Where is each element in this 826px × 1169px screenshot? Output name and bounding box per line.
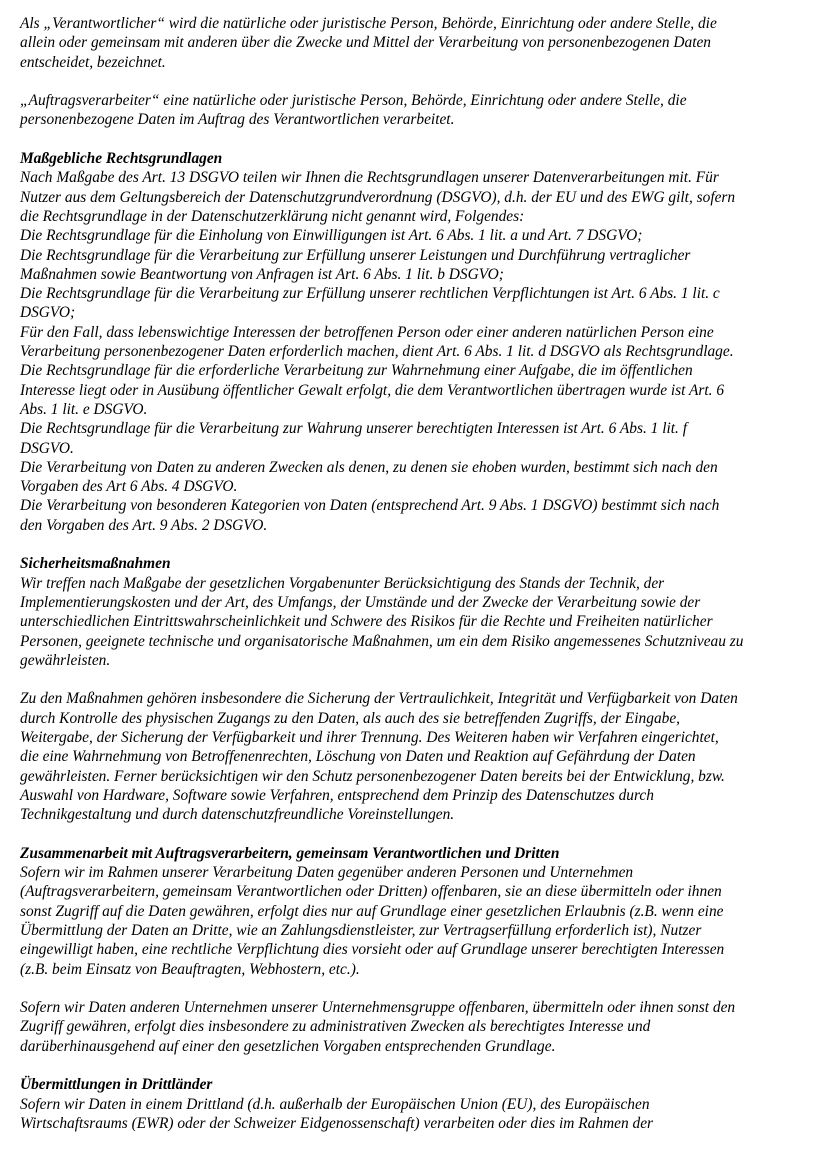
paragraph [20,1095,806,1134]
text-line: Sofern wir Daten anderen Unternehmen unserer Unternehmensgruppe offenbaren, übermitteln oder ihnen sonst den [20,999,736,1017]
text-line: Wir treffen nach Maßgabe der gesetzlichen Vorgabenunter Berücksichtigung des Stands der Technik, der [20,574,665,592]
text-line: Nach Maßgabe des Art. 13 DSGVO teilen wir Ihnen die Rechtsgrundlagen unserer Datenverarbeitungen mit. Für [20,169,719,187]
text-line: Nutzer aus dem Geltungsbereich der Datenschutzgrundverordnung (DSGVO), d.h. der EU und des EWG gilt, sofern [20,188,736,206]
text-line: darüberhinausgehend auf einer den gesetzlichen Vorgaben entsprechenden Grundlage. [20,1037,556,1055]
text-line: Die Rechtsgrundlage für die Einholung von Einwilligungen ist Art. 6 Abs. 1 lit. a und Art. 7 DSGVO; [20,227,643,245]
text-line: die Rechtsgrundlage in der Datenschutzerklärung nicht genannt wird, Folgendes: [20,207,525,225]
text-line: personenbezogene Daten im Auftrag des Verantwortlichen verarbeitet. [20,111,455,129]
text-line: (z.B. beim Einsatz von Beauftragten, Webhostern, etc.). [20,960,360,978]
text-line: Sofern wir im Rahmen unserer Verarbeitung Daten gegenüber anderen Personen und Unternehmen [20,864,634,882]
text-line: Personen, geeignete technische und organisatorische Maßnahmen, um ein dem Risiko angemessenes Schutzniveau zu [20,632,744,650]
paragraph [20,863,806,979]
text-line: Die Rechtsgrundlage für die Verarbeitung zur Wahrung unserer berechtigten Interessen ist Art. 6 Abs. 1 lit. f [20,420,688,438]
text-line: Die Rechtsgrundlage für die Verarbeitung zur Erfüllung unserer rechtlichen Verpflichtungen ist Art. 6 Abs. 1 lit. c [20,285,720,303]
text-line: (Auftragsverarbeitern, gemeinsam Verantwortlichen oder Dritten) offenbaren, sie an diese übermitteln oder ihnen [20,883,722,901]
section-heading: Maßgebliche Rechtsgrundlagen [20,150,223,168]
text-line: gewährleisten. [20,651,111,669]
text-line: „Auftragsverarbeiter“ eine natürliche oder juristische Person, Behörde, Einrichtung oder andere Stelle, die [20,92,687,110]
text-line: entscheidet, bezeichnet. [20,53,166,71]
text-line: DSGVO; [20,304,76,322]
text-line: eingewilligt haben, eine rechtliche Verpflichtung dies vorsieht oder auf Grundlage unserer berechtigten Interessen [20,941,725,959]
paragraph-spacer [20,824,806,843]
section-heading: Zusammenarbeit mit Auftragsverarbeitern, gemeinsam Verantwortlichen und Dritten [20,844,560,862]
text-line: Die Rechtsgrundlage für die Verarbeitung zur Erfüllung unserer Leistungen und Durchführung vertraglicher [20,246,691,264]
section-heading: Übermittlungen in Drittländer [20,1076,213,1094]
paragraph-spacer [20,979,806,998]
text-line: Weitergabe, der Sicherung der Verfügbarkeit und ihrer Trennung. Des Weiteren haben wir Verfahren eingerichtet, [20,728,719,746]
text-line: Abs. 1 lit. e DSGVO. [20,400,148,418]
text-line: allein oder gemeinsam mit anderen über die Zwecke und Mittel der Verarbeitung von personenbezogenen Daten [20,34,711,52]
text-line: Als „Verantwortlicher“ wird die natürliche oder juristische Person, Behörde, Einrichtung oder andere Stelle, die [20,15,717,32]
text-line: Für den Fall, dass lebenswichtige Interessen der betroffenen Person oder einer anderen natürlichen Person eine [20,323,714,341]
text-line: Zugriff gewähren, erfolgt dies insbesondere zu administrativen Zwecken als berechtigtes Interesse und [20,1018,651,1036]
paragraph-spacer [20,535,806,554]
text-line: sonst Zugriff auf die Daten gewähren, erfolgt dies nur auf Grundlage einer gesetzlichen Erlaubnis (z.B. wenn eine [20,902,724,920]
text-line: Maßnahmen sowie Beantwortung von Anfragen ist Art. 6 Abs. 1 lit. b DSGVO; [20,265,504,283]
text-line: Wirtschaftsraums (EWR) oder der Schweizer Eidgenossenschaft) verarbeiten oder dies im Rahmen der [20,1114,654,1132]
paragraph [20,91,806,130]
paragraph [20,168,806,535]
paragraph-spacer [20,670,806,689]
paragraph-spacer [20,130,806,149]
section-heading: Sicherheitsmaßnahmen [20,555,171,573]
text-line: Technikgestaltung und durch datenschutzfreundliche Voreinstellungen. [20,806,455,824]
text-line: Die Rechtsgrundlage für die erforderliche Verarbeitung zur Wahrnehmung einer Aufgabe, die im öffentlichen [20,362,693,380]
text-line: Übermittlung der Daten an Dritte, wie an Zahlungsdienstleister, zur Vertragserfüllung erforderlich ist), Nutzer [20,921,702,939]
paragraph-spacer [20,72,806,91]
text-line: den Vorgaben des Art. 9 Abs. 2 DSGVO. [20,516,268,534]
paragraph [20,574,806,670]
text-line: Die Verarbeitung von Daten zu anderen Zwecken als denen, zu denen sie ehoben wurden, bestimmt sich nach den [20,458,718,476]
text-line: Interesse liegt oder in Ausübung öffentlicher Gewalt erfolgt, die dem Verantwortlichen übertragen wurde ist Art. 6 [20,381,725,399]
text-line: die eine Wahrnehmung von Betroffenenrechten, Löschung von Daten und Reaktion auf Gefährdung der Daten [20,748,696,766]
text-line: unterschiedlichen Eintrittswahrscheinlichkeit und Schwere des Risikos für die Rechte und Freiheiten natürlicher [20,613,713,631]
paragraph [20,14,806,72]
paragraph [20,689,806,824]
text-line: Verarbeitung personenbezogener Daten erforderlich machen, dient Art. 6 Abs. 1 lit. d DSGVO als Rechtsgrundlage. [20,343,734,361]
paragraph [20,998,806,1056]
text-line: Vorgaben des Art 6 Abs. 4 DSGVO. [20,478,238,496]
text-line: Die Verarbeitung von besonderen Kategorien von Daten (entsprechend Art. 9 Abs. 1 DSGVO) bestimmt sich nach [20,497,720,515]
text-line: Implementierungskosten und der Art, des Umfangs, der Umstände und der Zwecke der Verarbeitung sowie der [20,593,701,611]
text-line: Zu den Maßnahmen gehören insbesondere die Sicherung der Vertraulichkeit, Integrität und Verfügbarkeit von Daten [20,690,738,708]
text-line: durch Kontrolle des physischen Zugangs zu den Daten, als auch des sie betreffenden Zugriffs, der Eingabe, [20,709,681,727]
text-line: DSGVO. [20,439,74,457]
text-line: Auswahl von Hardware, Software sowie Verfahren, entsprechend dem Prinzip des Datenschutzes durch [20,786,654,804]
text-line: gewährleisten. Ferner berücksichtigen wir den Schutz personenbezogener Daten bereits bei der Entwicklung, bzw. [20,767,725,785]
text-line: Sofern wir Daten in einem Drittland (d.h. außerhalb der Europäischen Union (EU), des Europäischen [20,1095,650,1113]
paragraph-spacer [20,1056,806,1075]
